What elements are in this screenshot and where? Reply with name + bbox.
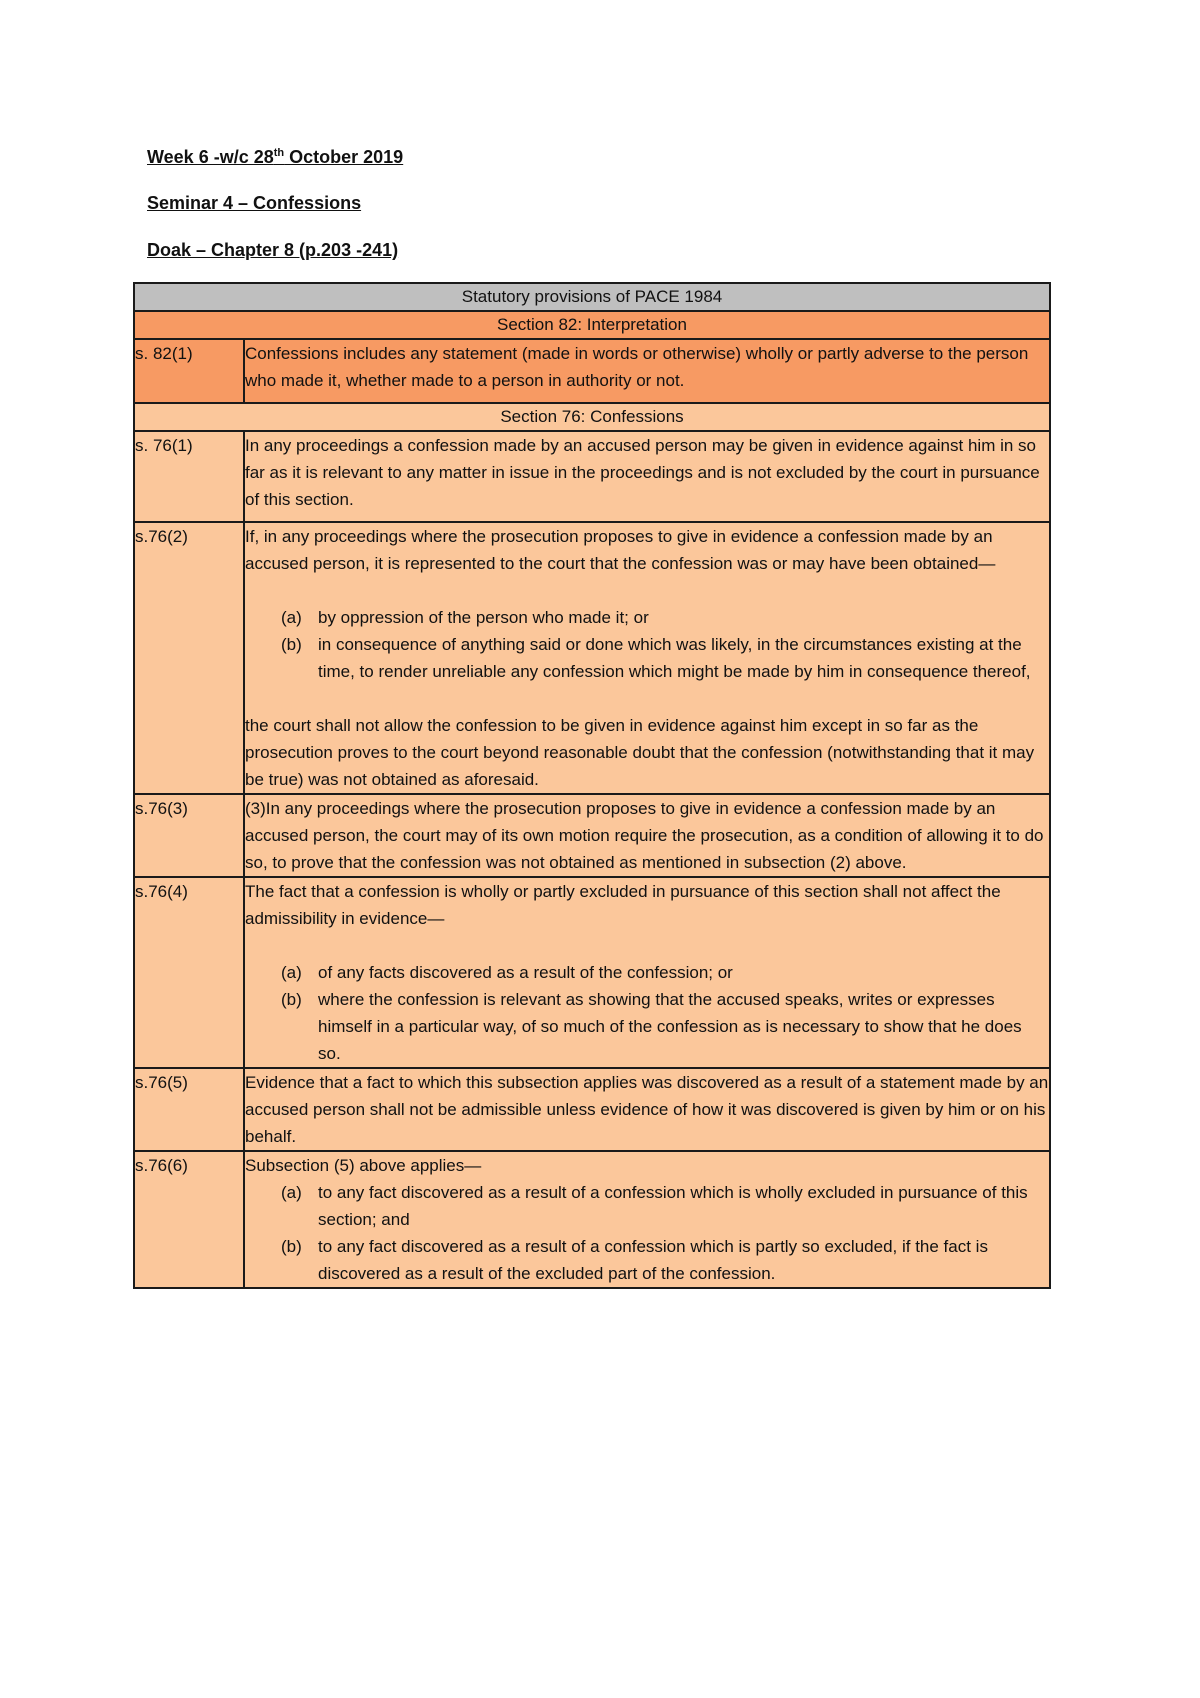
list-item [281,1179,1049,1233]
item-text: in consequence of anything said or done which was likely, in the circumstances existing at the time, to render unreliable any confession which might be made by him in consequence thereof, [318,635,1031,681]
provision-text [244,522,1050,794]
item-label: (a) [281,608,302,627]
table-row [134,431,1050,522]
provision-text [244,877,1050,1068]
pace-provisions-table [133,282,1051,1289]
list-item [281,1233,1049,1287]
provision-item-list [245,1179,1049,1287]
week-heading-superscript: th [273,147,285,159]
section-82-header-row [134,311,1050,339]
list-item [281,986,1049,1067]
provision-text [244,431,1050,522]
provision-code: s.76(3) [134,794,244,877]
item-label: (b) [281,635,302,654]
table-row [134,1151,1050,1288]
reading-heading: Doak – Chapter 8 (p.203 -241) [147,240,399,260]
table-title-row [134,283,1050,311]
seminar-heading: Seminar 4 – Confessions [147,193,362,213]
provision-text [244,339,1050,403]
provision-code: s.76(6) [134,1151,244,1288]
provision-paragraph: In any proceedings a confession made by an accused person may be given in evidence against him in so far as it is relevant to any matter in issue in the proceedings and is not excluded by the court in pursuance of this section. [245,436,1040,509]
section-82-heading: Section 82: Interpretation [134,311,1050,339]
week-heading [147,147,403,168]
provision-code: s. 76(1) [134,431,244,522]
table-row [134,877,1050,1068]
table-row [134,794,1050,877]
provision-text [244,1151,1050,1288]
provision-paragraph: Confessions includes any statement (made in words or otherwise) wholly or partly adverse to the person who made it, whether made to a person in authority or not. [245,344,1029,390]
provision-code: s.76(2) [134,522,244,794]
item-label: (a) [281,1183,302,1202]
item-text: where the confession is relevant as showing that the accused speaks, writes or expresses himself in a particular way, of so much of the confession as is necessary to show that he does so. [318,990,1022,1063]
table-title: Statutory provisions of PACE 1984 [134,283,1050,311]
provision-intro: Subsection (5) above applies— [245,1156,482,1175]
item-text: to any fact discovered as a result of a confession which is partly so excluded, if the fact is discovered as a result of the excluded part of the confession. [318,1237,988,1283]
provision-outro: the court shall not allow the confession to be given in evidence against him except in so far as the prosecution proves to the court beyond reasonable doubt that the confession (notwithstanding that it may be true) was not obtained as aforesaid. [245,716,1035,789]
provision-code: s.76(5) [134,1068,244,1151]
provision-code: s. 82(1) [134,339,244,403]
provision-text [244,1068,1050,1151]
item-label: (b) [281,1237,302,1256]
provision-paragraph: Evidence that a fact to which this subsection applies was discovered as a result of a statement made by an accused person shall not be admissible unless evidence of how it was discovered is given by him or on his behalf. [245,1073,1049,1146]
item-label: (a) [281,963,302,982]
provision-intro: If, in any proceedings where the prosecution proposes to give in evidence a confession made by an accused person, it is represented to the court that the confession was or may have been obtained— [245,527,996,573]
table-row [134,1068,1050,1151]
section-76-header-row [134,403,1050,431]
provision-item-list [245,959,1049,1067]
table-row [134,339,1050,403]
list-item [281,959,1049,986]
table-row [134,522,1050,794]
provision-intro: The fact that a confession is wholly or partly excluded in pursuance of this section shall not affect the admissibility in evidence— [245,882,1001,928]
provision-item-list [245,604,1049,685]
section-76-heading: Section 76: Confessions [134,403,1050,431]
provision-paragraph: (3)In any proceedings where the prosecution proposes to give in evidence a confession made by an accused person, the court may of its own motion require the prosecution, as a condition of allowing it to do so, to prove that the confession was not obtained as mentioned in subsection (2) above. [245,799,1044,872]
list-item [281,604,1049,631]
item-text: of any facts discovered as a result of the confession; or [318,963,733,982]
item-text: to any fact discovered as a result of a confession which is wholly excluded in pursuance of this section; and [318,1183,1028,1229]
provision-code: s.76(4) [134,877,244,1068]
list-item [281,631,1049,685]
item-label: (b) [281,990,302,1009]
item-text: by oppression of the person who made it; or [318,608,649,627]
week-heading-suffix: October 2019 [284,147,404,167]
provision-text [244,794,1050,877]
week-heading-text: Week 6 -w/c 28 [147,147,274,167]
